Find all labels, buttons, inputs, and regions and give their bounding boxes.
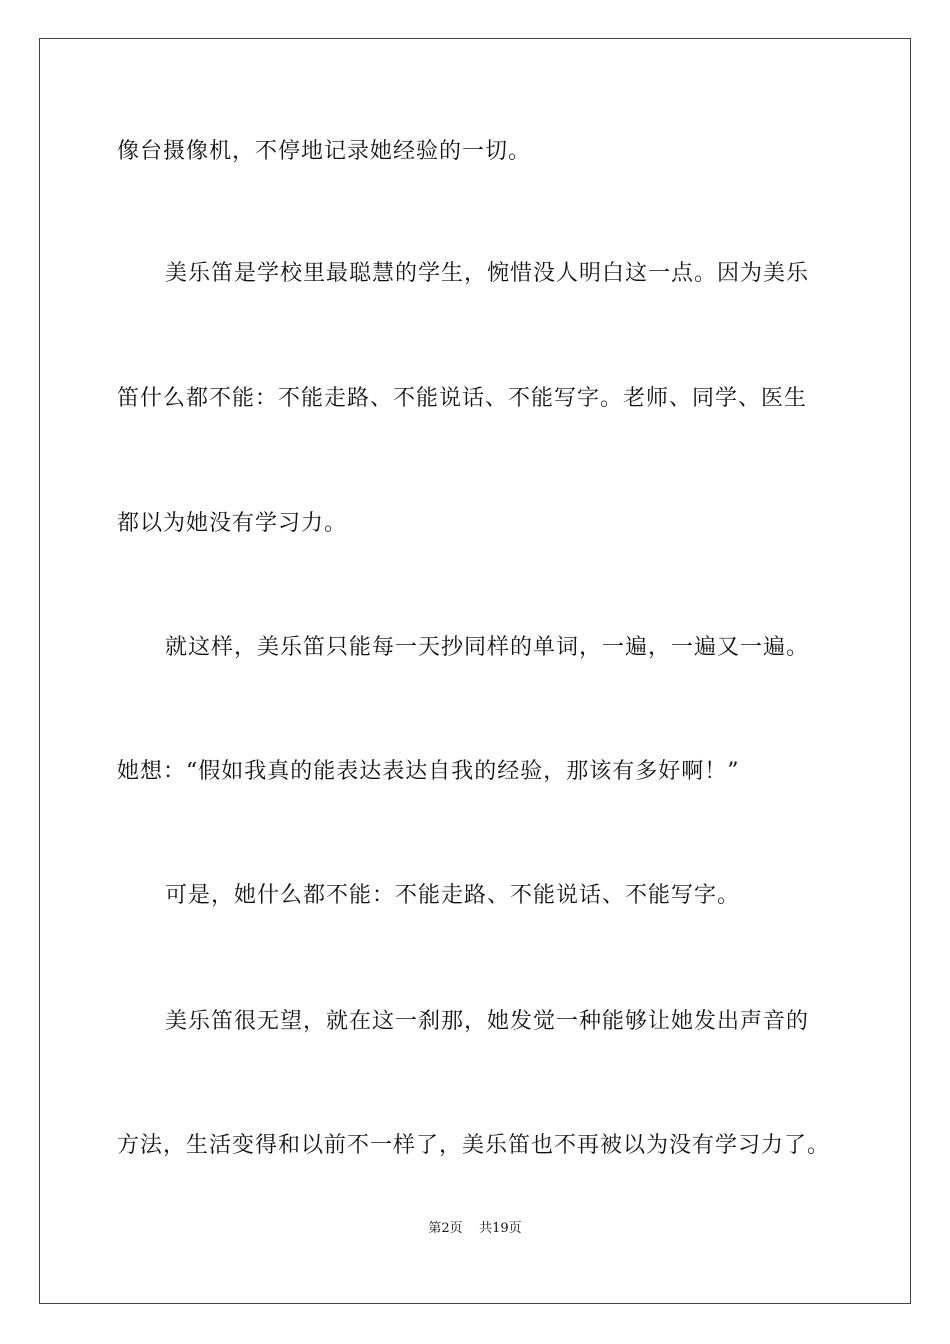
paragraph-3-line-1: 可是，她什么都不能：不能走路、不能说话、不能写字。: [165, 883, 741, 908]
text-line-1: 像台摄像机，不停地记录她经验的一切。: [117, 139, 532, 164]
paragraph-4-line-2: 方法，生活变得和以前不一样了，美乐笛也不再被以为没有学习力了。: [117, 1133, 831, 1158]
page-frame: [39, 38, 911, 1304]
paragraph-1-line-1: 美乐笛是学校里最聪慧的学生，惋惜没人明白这一点。因为美乐: [165, 261, 810, 286]
paragraph-1-line-2: 笛什么都不能：不能走路、不能说话、不能写字。老师、同学、医生: [117, 386, 808, 411]
paragraph-1-line-3: 都以为她没有学习力。: [117, 511, 348, 536]
page-number-footer: 第2页 共19页: [428, 1221, 522, 1236]
paragraph-2-line-1: 就这样，美乐笛只能每一天抄同样的单词，一遍，一遍又一遍。: [165, 635, 810, 660]
paragraph-4-line-1: 美乐笛很无望，就在这一刹那，她发觉一种能够让她发出声音的: [165, 1009, 810, 1034]
paragraph-2-line-2: 她想：“假如我真的能表达表达自我的经验，那该有多好啊！”: [117, 759, 740, 784]
